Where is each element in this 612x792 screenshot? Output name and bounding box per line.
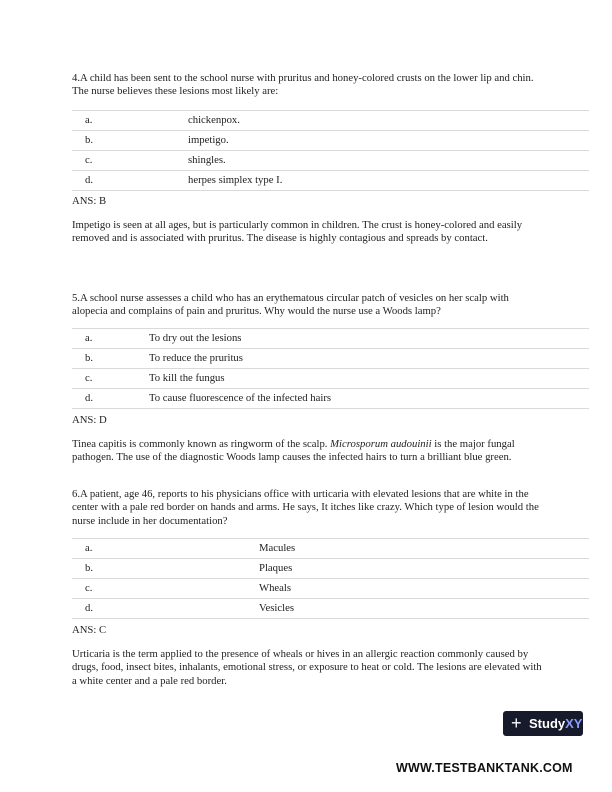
option-text: To kill the fungus [149, 372, 225, 384]
options-table [72, 328, 589, 409]
answer-explanation: Urticaria is the term applied to the presence of wheals or hives in an allergic reaction commonly caused by drugs, food, insect bites, inhalants, emotional stress, or exposure to heat or cold. The lesions are elevated with a white center and a pale red border. [72, 648, 542, 687]
answer-explanation: Impetigo is seen at all ages, but is particularly common in children. The crust is honey-colored and easily removed and is associated with pruritus. The disease is highly contagious and spreads by contact. [72, 219, 523, 245]
answer-explanation [72, 438, 542, 465]
option-row[interactable] [72, 111, 589, 131]
question-stem: 4.A child has been sent to the school nurse with pruritus and honey-colored crusts on the lower lip and chin. The nurse believes these lesions most likely are: [72, 72, 534, 98]
option-text: Vesicles [259, 602, 295, 614]
option-letter: d. [85, 392, 94, 404]
option-letter: b. [85, 134, 94, 146]
option-text: chickenpox. [188, 114, 240, 126]
option-letter: d. [85, 174, 94, 186]
option-row[interactable] [72, 349, 589, 369]
option-text: To cause fluorescence of the infected hairs [149, 392, 332, 404]
option-text: shingles. [188, 154, 226, 166]
option-row[interactable] [72, 171, 589, 191]
option-row[interactable] [72, 329, 589, 349]
option-text: Wheals [259, 582, 292, 594]
option-letter: a. [85, 542, 93, 554]
studyxy-logo: StudyXY [529, 716, 583, 731]
option-text: To reduce the pruritus [149, 352, 243, 364]
explanation-text: Tinea capitis is commonly known as ringworm of the scalp. [72, 438, 331, 450]
options-table [72, 110, 589, 191]
option-letter: b. [85, 352, 94, 364]
option-letter: a. [85, 332, 93, 344]
options-table [72, 538, 589, 619]
option-letter: a. [85, 114, 93, 126]
option-letter: c. [85, 154, 93, 166]
option-letter: d. [85, 602, 94, 614]
answer-label: ANS: D [72, 414, 107, 426]
footer-url[interactable]: WWW.TESTBANKTANK.COM [396, 761, 573, 775]
option-row[interactable] [72, 151, 589, 171]
option-row[interactable] [72, 131, 589, 151]
plus-icon: + [511, 713, 522, 733]
answer-label: ANS: C [72, 624, 107, 636]
question-stem: 6.A patient, age 46, reports to his physicians office with urticaria with elevated lesions that are white in the center with a pale red border on hands and arms. He says, It itches like crazy. Which type of lesion would the nurse include in her documentation? [72, 488, 539, 527]
option-text: To dry out the lesions [149, 332, 242, 344]
option-text: Plaques [259, 562, 293, 574]
option-text: impetigo. [188, 134, 229, 146]
option-text: herpes simplex type I. [188, 174, 283, 186]
option-row[interactable] [72, 579, 589, 599]
option-row[interactable] [72, 539, 589, 559]
studyxy-badge[interactable] [503, 711, 583, 736]
option-row[interactable] [72, 559, 589, 579]
pathogen-name: Microsporum audouinii [330, 438, 432, 450]
option-letter: b. [85, 562, 94, 574]
option-row[interactable] [72, 599, 589, 619]
option-text: Macules [259, 542, 296, 554]
option-row[interactable] [72, 369, 589, 389]
answer-label: ANS: B [72, 195, 107, 207]
explanation-text: is the major fungal pathogen. The use of the diagnostic Woods lamp causes the infected hairs to turn a brilliant blue green. [72, 438, 515, 464]
option-row[interactable] [72, 389, 589, 409]
option-letter: c. [85, 582, 93, 594]
question-stem: 5.A school nurse assesses a child who has an erythematous circular patch of vesicles on her scalp with alopecia and complains of pain and pruritus. Why would the nurse use a Woods lamp? [72, 292, 509, 318]
option-letter: c. [85, 372, 93, 384]
